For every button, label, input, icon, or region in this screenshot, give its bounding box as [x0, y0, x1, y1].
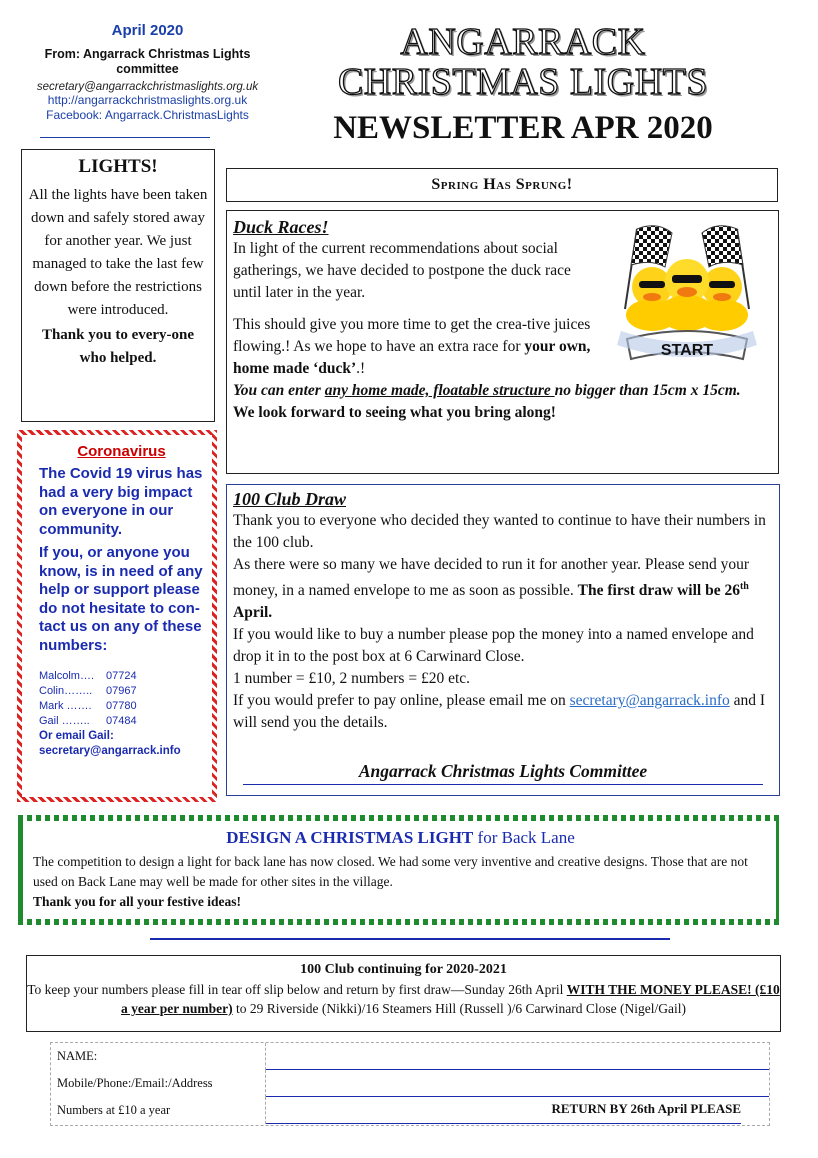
club-p4: 1 number = £10, 2 numbers = £20 etc.: [233, 670, 471, 688]
duck-races-title: Duck Races!: [233, 217, 329, 237]
club-p1: Thank you to everyone who decided they wanted to continue to have their numbers in the 100 club.: [233, 512, 766, 551]
spring-banner: Spring Has Sprung!: [226, 168, 778, 202]
tearoff-box: [26, 955, 781, 1032]
contact-label: Mobile/Phone:/Email:/Address: [57, 1076, 213, 1090]
lights-thanks: Thank you to every-one who helped.: [41, 327, 195, 366]
header-email: secretary@angarrackchristmaslights.org.uk: [36, 81, 259, 93]
form-row-contact: [51, 1070, 769, 1097]
numbers-label: Numbers at £10 a year: [57, 1103, 171, 1117]
lights-title: LIGHTS!: [78, 156, 158, 177]
club-signature: Angarrack Christmas Lights Committee: [243, 761, 763, 785]
masthead: [288, 22, 758, 147]
club-p5: If you would prefer to pay online, please email me on secretary@angarrack.info and I will send you the details.: [233, 692, 766, 732]
club-email-link[interactable]: secretary@angarrack.info: [569, 692, 730, 710]
club-p3: If you would like to buy a number please pop the money into a named envelope and drop it in to the post box at 6 Carwinard Close.: [233, 626, 754, 666]
masthead-line-2: CHRISTMAS LIGHTS: [337, 61, 709, 103]
design-thanks: Thank you for all your festive ideas!: [33, 894, 242, 909]
issue-date: April 2020: [111, 22, 184, 39]
tearoff-title: 100 Club continuing for 2020-2021: [300, 962, 507, 977]
start-banner-text: START: [660, 342, 714, 359]
tearoff-form: [50, 1042, 770, 1126]
duck-p2: This should give you more time to get the crea-tive juices flowing.! As we hope to have an extra race for your own, home made ‘duck’.!: [233, 316, 591, 377]
form-row-numbers: [51, 1097, 769, 1124]
from-line: From: Angarrack Christmas Lights committee: [44, 47, 251, 76]
coronavirus-intro: The Covid 19 virus has had a very big impact on everyone in our community.: [39, 465, 203, 538]
contact-row: Gail …….. 07484: [39, 715, 137, 727]
duck-p4: We look forward to seeing what you bring along!: [233, 404, 556, 421]
duck-race-image: [607, 219, 767, 365]
coronavirus-box: [17, 430, 217, 802]
contact-row: Mark ……. 07780: [39, 700, 137, 712]
design-light-box: [18, 815, 782, 925]
coronavirus-title: Coronavirus: [77, 443, 166, 460]
coronavirus-help: If you, or anyone you know, is in need of any help or support please do not hesitate to con-tact us on any of these numbers:: [39, 544, 203, 654]
lights-box: [21, 149, 215, 422]
contact-list: [39, 669, 204, 729]
form-row-name: [51, 1043, 769, 1070]
coronavirus-email: Or email Gail: secretary@angarrack.info: [39, 729, 204, 759]
return-note: RETURN BY 26th April PLEASE: [551, 1101, 741, 1116]
contact-row: Malcolm…. 07724: [39, 670, 137, 682]
duck-p3: You can enter any home made, floatable structure no bigger than 15cm x 15cm.: [233, 382, 741, 399]
newsletter-title: NEWSLETTER APR 2020: [333, 110, 713, 146]
duck-p1: In light of the current recommendations about social gatherings, we have decided to postpone the duck race until later in the year.: [233, 240, 571, 301]
header-divider: [40, 137, 210, 138]
club-p2: As there were so many we have decided to run it for another year. Please send your money, in a named envelope to me as soon as possible. The first draw will be 26th April.: [233, 556, 750, 622]
coronavirus-email-address[interactable]: secretary@angarrack.info: [39, 745, 181, 757]
header-website-link[interactable]: http://angarrackchristmaslights.org.uk: [47, 93, 248, 107]
numbers-field[interactable]: [266, 1123, 741, 1124]
tearoff-body: To keep your numbers please fill in tear off slip below and return by first draw—Sunday 26th April WITH THE MONEY PLEASE! (£10 a year per number) to 29 Riverside (Nikki)/16 Steamers Hill (Russell )/6 Carwinard Close (Nigel/Gail): [27, 982, 780, 1016]
lights-body: All the lights have been taken down and safely stored away for another year. We just managed to take the last few down before the restrictions were introduced.: [28, 187, 208, 318]
contact-row: Colin…….. 07967: [39, 685, 137, 697]
design-body: The competition to design a light for back lane has now closed. We had some very inventive and creative designs. Those that are not used on Back Lane may well be made for other sites in the village.: [33, 854, 748, 889]
design-title: DESIGN A CHRISTMAS LIGHT for Back Lane: [226, 828, 575, 847]
club-draw-box: [226, 484, 780, 796]
section-divider: [150, 938, 670, 940]
header-info: [20, 22, 275, 123]
club-draw-title: 100 Club Draw: [233, 489, 347, 509]
duck-races-box: [226, 210, 779, 474]
header-facebook: Facebook: Angarrack.ChristmasLights: [46, 108, 249, 122]
masthead-line-1: ANGARRACK: [400, 21, 646, 63]
name-label: NAME:: [57, 1049, 98, 1063]
